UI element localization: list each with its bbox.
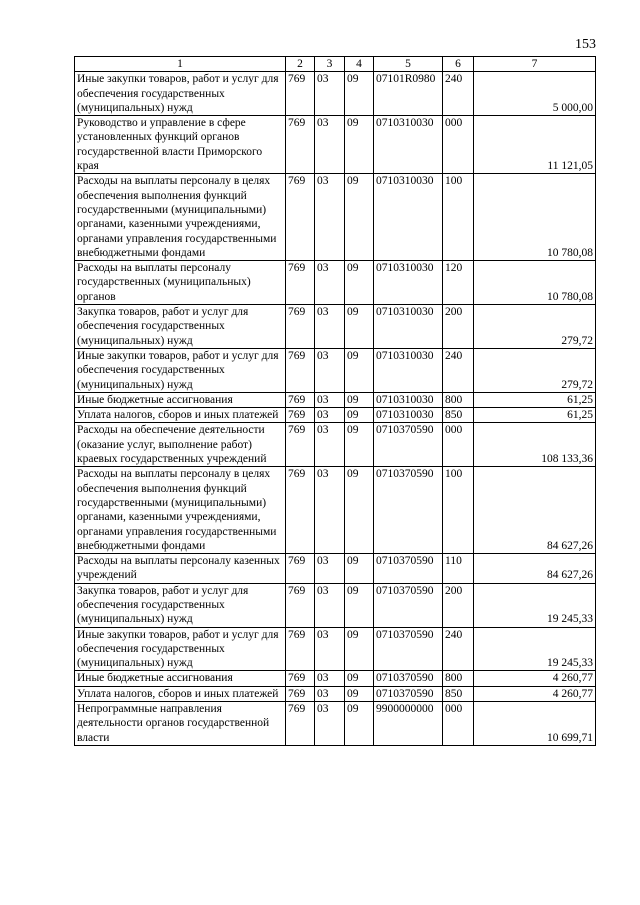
target-article-cell: 0710310030 [374,348,443,392]
amount-cell: 61,25 [474,408,596,423]
amount-cell: 19 245,33 [474,627,596,671]
amount-cell: 84 627,26 [474,554,596,584]
row-name-cell: Руководство и управление в сфере установленных функций органов государственной власти Приморского края [75,116,286,174]
row-name-cell: Расходы на выплаты персоналу казенных учреждений [75,554,286,584]
expense-type-cell: 240 [443,627,474,671]
table-row [75,408,596,423]
section-cell: 03 [315,671,345,686]
subsection-cell: 09 [345,467,374,554]
expense-type-cell: 240 [443,348,474,392]
row-name-cell: Уплата налогов, сборов и иных платежей [75,686,286,701]
section-cell: 03 [315,467,345,554]
code-cell: 769 [286,702,315,746]
table-row [75,671,596,686]
code-cell: 769 [286,583,315,627]
section-cell: 03 [315,554,345,584]
subsection-cell: 09 [345,423,374,467]
code-cell: 769 [286,467,315,554]
target-article-cell: 0710370590 [374,686,443,701]
amount-cell: 84 627,26 [474,467,596,554]
row-name-cell: Расходы на выплаты персоналу в целях обеспечения выполнения функций государственными (муниципальными) органами, казенными учреждениями, органами управления государственными внебюджетными фондами [75,174,286,261]
subsection-cell: 09 [345,627,374,671]
expense-type-cell: 850 [443,686,474,701]
row-name-cell: Закупка товаров, работ и услуг для обеспечения государственных (муниципальных) нужд [75,305,286,349]
expense-type-cell: 800 [443,671,474,686]
target-article-cell: 0710310030 [374,408,443,423]
expense-type-cell: 110 [443,554,474,584]
code-cell: 769 [286,174,315,261]
budget-table [74,56,596,746]
table-row [75,348,596,392]
expense-type-cell: 850 [443,408,474,423]
target-article-cell: 0710310030 [374,116,443,174]
row-name-cell: Иные бюджетные ассигнования [75,671,286,686]
header-cell: 6 [443,57,474,72]
subsection-cell: 09 [345,392,374,407]
amount-cell: 279,72 [474,305,596,349]
section-cell: 03 [315,305,345,349]
code-cell: 769 [286,554,315,584]
subsection-cell: 09 [345,174,374,261]
target-article-cell: 0710370590 [374,554,443,584]
subsection-cell: 09 [345,702,374,746]
code-cell: 769 [286,408,315,423]
table-row [75,627,596,671]
expense-type-cell: 000 [443,423,474,467]
header-cell: 4 [345,57,374,72]
code-cell: 769 [286,261,315,305]
row-name-cell: Расходы на обеспечение деятельности (оказание услуг, выполнение работ) краевых государственных учреждений [75,423,286,467]
code-cell: 769 [286,392,315,407]
code-cell: 769 [286,348,315,392]
table-row [75,686,596,701]
expense-type-cell: 100 [443,174,474,261]
row-name-cell: Уплата налогов, сборов и иных платежей [75,408,286,423]
code-cell: 769 [286,305,315,349]
target-article-cell: 07101R0980 [374,72,443,116]
expense-type-cell: 200 [443,583,474,627]
subsection-cell: 09 [345,116,374,174]
section-cell: 03 [315,261,345,305]
amount-cell: 61,25 [474,392,596,407]
row-name-cell: Расходы на выплаты персоналу государственных (муниципальных) органов [75,261,286,305]
section-cell: 03 [315,423,345,467]
row-name-cell: Иные бюджетные ассигнования [75,392,286,407]
expense-type-cell: 120 [443,261,474,305]
target-article-cell: 0710370590 [374,627,443,671]
table-row [75,467,596,554]
code-cell: 769 [286,116,315,174]
expense-type-cell: 100 [443,467,474,554]
subsection-cell: 09 [345,671,374,686]
header-cell: 1 [75,57,286,72]
subsection-cell: 09 [345,348,374,392]
amount-cell: 10 780,08 [474,174,596,261]
section-cell: 03 [315,702,345,746]
expense-type-cell: 240 [443,72,474,116]
code-cell: 769 [286,686,315,701]
expense-type-cell: 200 [443,305,474,349]
target-article-cell: 0710370590 [374,671,443,686]
subsection-cell: 09 [345,583,374,627]
subsection-cell: 09 [345,305,374,349]
table-row [75,583,596,627]
section-cell: 03 [315,627,345,671]
section-cell: 03 [315,408,345,423]
target-article-cell: 0710310030 [374,261,443,305]
table-row [75,72,596,116]
table-row [75,392,596,407]
amount-cell: 4 260,77 [474,671,596,686]
amount-cell: 19 245,33 [474,583,596,627]
code-cell: 769 [286,627,315,671]
table-row [75,423,596,467]
amount-cell: 10 699,71 [474,702,596,746]
code-cell: 769 [286,72,315,116]
subsection-cell: 09 [345,554,374,584]
amount-cell: 108 133,36 [474,423,596,467]
section-cell: 03 [315,392,345,407]
row-name-cell: Иные закупки товаров, работ и услуг для обеспечения государственных (муниципальных) нужд [75,627,286,671]
subsection-cell: 09 [345,686,374,701]
table-row [75,116,596,174]
row-name-cell: Закупка товаров, работ и услуг для обеспечения государственных (муниципальных) нужд [75,583,286,627]
section-cell: 03 [315,72,345,116]
amount-cell: 279,72 [474,348,596,392]
row-name-cell: Иные закупки товаров, работ и услуг для обеспечения государственных (муниципальных) нужд [75,72,286,116]
target-article-cell: 0710310030 [374,174,443,261]
subsection-cell: 09 [345,72,374,116]
target-article-cell: 9900000000 [374,702,443,746]
table-row [75,174,596,261]
table-row [75,554,596,584]
target-article-cell: 0710310030 [374,305,443,349]
section-cell: 03 [315,116,345,174]
target-article-cell: 0710370590 [374,467,443,554]
header-cell: 5 [374,57,443,72]
header-cell: 2 [286,57,315,72]
table-header-row [75,57,596,72]
subsection-cell: 09 [345,261,374,305]
section-cell: 03 [315,583,345,627]
amount-cell: 4 260,77 [474,686,596,701]
section-cell: 03 [315,174,345,261]
expense-type-cell: 000 [443,116,474,174]
page-number: 153 [575,37,596,52]
row-name-cell: Расходы на выплаты персоналу в целях обеспечения выполнения функций государственными (муниципальными) органами, казенными учреждениями, органами управления государственными внебюджетными фондами [75,467,286,554]
expense-type-cell: 000 [443,702,474,746]
amount-cell: 11 121,05 [474,116,596,174]
table-row [75,702,596,746]
table-row [75,305,596,349]
subsection-cell: 09 [345,408,374,423]
section-cell: 03 [315,348,345,392]
code-cell: 769 [286,423,315,467]
amount-cell: 5 000,00 [474,72,596,116]
code-cell: 769 [286,671,315,686]
target-article-cell: 0710370590 [374,423,443,467]
target-article-cell: 0710370590 [374,583,443,627]
target-article-cell: 0710310030 [374,392,443,407]
header-cell: 3 [315,57,345,72]
row-name-cell: Иные закупки товаров, работ и услуг для обеспечения государственных (муниципальных) нужд [75,348,286,392]
section-cell: 03 [315,686,345,701]
header-cell: 7 [474,57,596,72]
amount-cell: 10 780,08 [474,261,596,305]
expense-type-cell: 800 [443,392,474,407]
table-row [75,261,596,305]
row-name-cell: Непрограммные направления деятельности органов государственной власти [75,702,286,746]
